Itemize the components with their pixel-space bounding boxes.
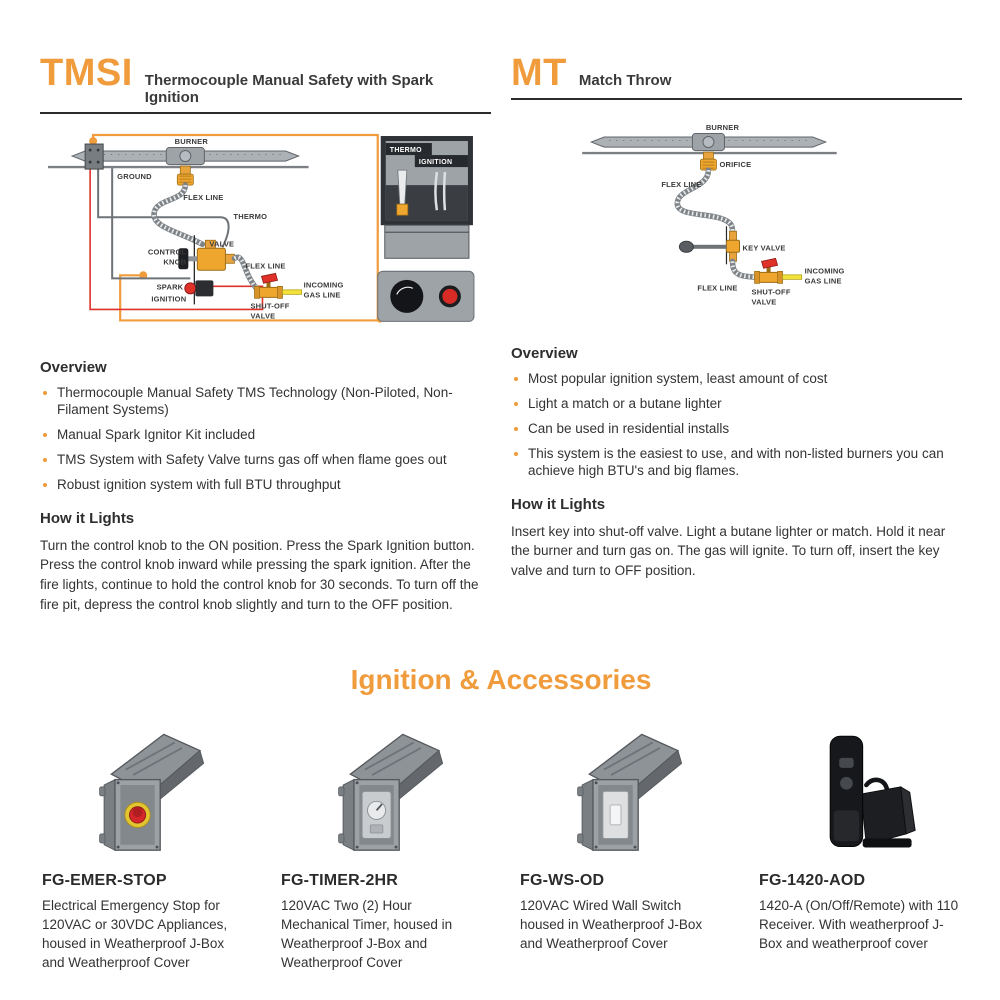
list-item: [511, 396, 962, 413]
tmsi-how-heading: How it Lights: [40, 509, 135, 527]
tmsi-header: [40, 54, 491, 110]
tmsi-thermo-ignition-unit: [381, 136, 473, 258]
tmsi-bracket: [85, 144, 103, 169]
product-fg-timer-2hr: [281, 724, 482, 973]
product-description: 120VAC Two (2) Hour Mechanical Timer, housed in Weatherproof J-Box and Weatherproof Cover: [281, 898, 453, 970]
tmsi-valve-label: VALVE: [209, 239, 235, 249]
tmsi-spark-ignition-graphic: [185, 280, 214, 296]
mt-overview-heading: Overview: [511, 345, 578, 363]
tmsi-incoming-label-1: INCOMING: [303, 280, 344, 290]
tmsi-incoming-label-2: GAS LINE: [303, 290, 341, 300]
tmsi-overview-list: [40, 385, 491, 493]
accessories-heading: Ignition & Accessories: [350, 664, 652, 696]
tmsi-control-faceplate: [378, 271, 474, 321]
mt-orifice-label: ORIFICE: [719, 160, 752, 170]
tmsi-thermo-label: THERMO: [233, 212, 268, 222]
mt-how-heading: How it Lights: [511, 495, 606, 513]
bullet-text: Robust ignition system with full BTU throughput: [57, 476, 341, 492]
list-item: [40, 452, 491, 469]
top-columns: [40, 54, 962, 614]
tmsi-ground-label: GROUND: [117, 172, 152, 182]
tmsi-shutoff-label-2: VALVE: [250, 311, 276, 321]
tmsi-control-knob-label-2: KNOB: [163, 257, 187, 267]
tmsi-burner-label: BURNER: [174, 137, 208, 147]
bullet-dot: [43, 483, 47, 487]
tmsi-divider: [40, 112, 491, 114]
bullet-text: Most popular ignition system, least amount of cost: [528, 371, 828, 387]
product-description: 1420-A (On/Off/Remote) with 110 Receiver. With weatherproof J-Box and weatherproof cover: [759, 898, 959, 951]
tmsi-flex-line-1-label: FLEX LINE: [183, 193, 224, 203]
bullet-text: Manual Spark Ignitor Kit included: [57, 427, 256, 443]
product-sku: FG-TIMER-2HR: [281, 872, 399, 890]
tmsi-diagram: [40, 128, 491, 343]
tmsi-burner-graphic: [72, 148, 298, 165]
bullet-text: This system is the easiest to use, and with non-listed burners you can achieve high BTU's and big flames.: [528, 446, 944, 478]
product-fg-ws-od: [520, 724, 721, 973]
list-item: [40, 477, 491, 494]
tmsi-section: [40, 54, 491, 614]
product-sku: FG-EMER-STOP: [42, 872, 167, 890]
list-item: [511, 371, 962, 388]
mt-shutoff-label-2: VALVE: [751, 297, 777, 307]
product-image-timer: [281, 724, 482, 866]
product-fg-1420-aod: [759, 724, 960, 973]
timer-graphic: [287, 725, 477, 865]
mt-divider: [511, 98, 962, 100]
bullet-dot: [514, 377, 518, 381]
products-grid: [40, 724, 962, 973]
product-description: 120VAC Wired Wall Switch housed in Weatherproof J-Box and Weatherproof Cover: [520, 898, 703, 951]
mt-key-valve-label: KEY VALVE: [742, 243, 786, 253]
mt-how-text: Insert key into shut-off valve. Light a butane lighter or match. Hold it near the burner and turn gas on. The gas will ignite. To turn off, insert the key valve and turn to OFF position.: [511, 523, 946, 578]
bullet-dot: [43, 458, 47, 462]
mt-burner-graphic: [591, 134, 826, 151]
mt-flex-line-1-label: FLEX LINE: [661, 180, 702, 190]
list-item: [511, 421, 962, 438]
list-item: [511, 446, 962, 480]
bullet-dot: [514, 452, 518, 456]
mt-diagram: [511, 114, 962, 329]
product-image-wall-switch: [520, 724, 721, 866]
product-sku: FG-1420-AOD: [759, 872, 866, 890]
bullet-dot: [514, 427, 518, 431]
bullet-text: TMS System with Safety Valve turns gas off when flame goes out: [57, 452, 447, 468]
list-item: [40, 427, 491, 444]
bullet-text: Light a match or a butane lighter: [528, 396, 722, 412]
tmsi-subtitle: Thermocouple Manual Safety with Spark Ignition: [144, 72, 434, 106]
bullet-text: Thermocouple Manual Safety TMS Technology (Non-Piloted, Non-Filament Systems): [57, 385, 453, 418]
mt-shutoff-label-1: SHUT-OFF: [751, 287, 791, 297]
mt-incoming-label-1: INCOMING: [804, 266, 845, 276]
product-image-emer-stop: [42, 724, 243, 866]
mt-flex-line-2: [732, 261, 756, 277]
tmsi-spark-label-2: IGNITION: [151, 294, 187, 304]
mt-subtitle: Match Throw: [578, 72, 672, 89]
emergency-stop-graphic: [48, 725, 238, 865]
mt-shutoff-valve-graphic: [755, 258, 802, 283]
mt-header: [511, 54, 962, 96]
tmsi-spark-label-1: SPARK: [156, 282, 184, 292]
tmsi-shutoff-label-1: SHUT-OFF: [250, 301, 290, 311]
mt-flex-line-2-label: FLEX LINE: [697, 283, 738, 293]
mt-incoming-label-2: GAS LINE: [804, 276, 842, 286]
bullet-text: Can be used in residential installs: [528, 421, 730, 437]
list-item: [40, 385, 491, 419]
wall-switch-graphic: [526, 725, 716, 865]
product-fg-emer-stop: [42, 724, 243, 973]
mt-overview-list: [511, 371, 962, 479]
bullet-dot: [43, 391, 47, 395]
mt-burner-label: BURNER: [705, 123, 740, 133]
tmsi-overview-heading: Overview: [40, 359, 107, 377]
product-image-remote: [759, 724, 960, 866]
bullet-dot: [514, 402, 518, 406]
mt-title: MT: [511, 52, 567, 94]
mt-key-valve-graphic: [679, 226, 739, 264]
remote-receiver-graphic: [765, 725, 955, 865]
tmsi-orifice-fitting: [177, 166, 193, 185]
mt-section: [511, 54, 962, 614]
tmsi-control-knob-label-1: CONTROL: [147, 247, 187, 257]
tmsi-panel-thermo-label: THERMO: [389, 147, 422, 155]
product-sku: FG-WS-OD: [520, 872, 605, 890]
tmsi-title: TMSI: [40, 52, 133, 94]
tmsi-panel-ignition-label: IGNITION: [418, 159, 453, 167]
product-description: Electrical Emergency Stop for 120VAC or 30VDC Appliances, housed in Weatherproof J-Box and Weatherproof Cover: [42, 898, 228, 970]
tmsi-flex-line-2-label: FLEX LINE: [245, 261, 286, 271]
tmsi-how-text: Turn the control knob to the ON position. Press the Spark Ignition button. Press the control knob inward while pressing the spark ignition. After the fire lights, continue to hold the control knob for 30 seconds. To turn off the fire pit, depress the control knob slightly and turn to the OFF position.: [40, 537, 479, 612]
bullet-dot: [43, 433, 47, 437]
